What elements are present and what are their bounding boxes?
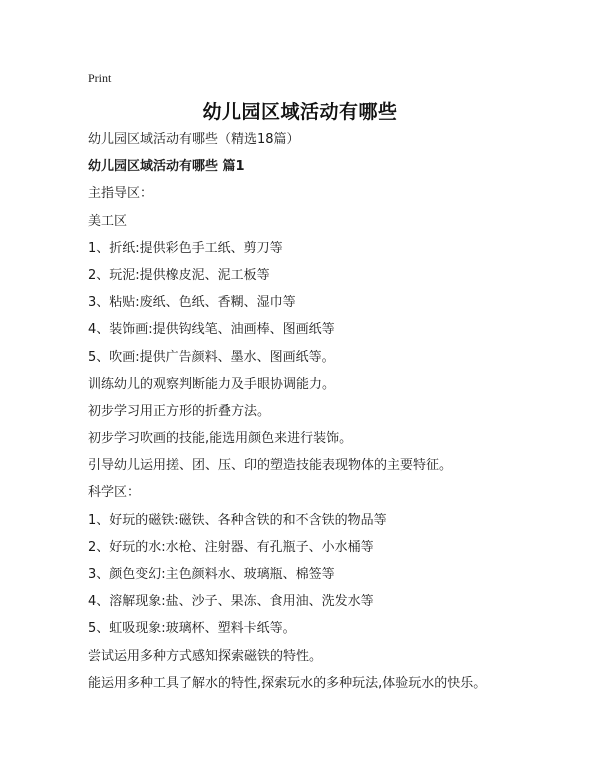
body-line: 训练幼儿的观察判断能力及手眼协调能力。 — [88, 376, 336, 392]
body-line: 3、颜色变幻:主色颜料水、玻璃瓶、棉签等 — [88, 567, 335, 582]
body-line: 5、吹画:提供广告颜料、墨水、图画纸等。 — [88, 349, 335, 365]
body-line: 主指导区： — [88, 186, 154, 202]
body-line: 2、好玩的水:水枪、注射器、有孔瓶子、小水桶等 — [88, 539, 374, 555]
body-line: 引导幼儿运用搓、团、压、印的塑造技能表现物体的主要特征。 — [88, 458, 453, 474]
body-line: 能运用多种工具了解水的特性,探索玩水的多种玩法,体验玩水的快乐。 — [88, 675, 487, 691]
document-title: 幼儿园区域活动有哪些 — [202, 101, 398, 123]
body-line: 初步学习用正方形的折叠方法。 — [88, 403, 271, 419]
body-line: 2、玩泥:提供橡皮泥、泥工板等 — [88, 267, 270, 283]
body-line: 1、折纸:提供彩色手工纸、剪刀等 — [88, 240, 283, 256]
body-line: 1、好玩的磁铁:磁铁、各种含铁的和不含铁的物品等 — [88, 512, 387, 528]
section-heading: 幼儿园区域活动有哪些 篇1 — [88, 159, 245, 175]
body-line: 美工区 — [88, 213, 128, 229]
body-line: 尝试运用多种方式感知探索磁铁的特性。 — [88, 648, 323, 664]
document-subtitle: 幼儿园区域活动有哪些（精选18篇） — [88, 132, 300, 147]
body-line: 4、装饰画:提供钩线笔、油画棒、图画纸等 — [88, 322, 335, 338]
print-link[interactable]: Print — [88, 71, 112, 85]
body-line: 科学区： — [88, 485, 141, 501]
document-body — [88, 132, 568, 703]
body-line: 4、溶解现象:盐、沙子、果冻、食用油、洗发水等 — [88, 594, 374, 610]
body-line: 3、粘贴:废纸、色纸、香糊、湿巾等 — [88, 295, 296, 311]
body-line: 初步学习吹画的技能,能选用颜色来进行装饰。 — [88, 431, 353, 447]
body-line: 5、虹吸现象:玻璃杯、塑料卡纸等。 — [88, 621, 296, 637]
